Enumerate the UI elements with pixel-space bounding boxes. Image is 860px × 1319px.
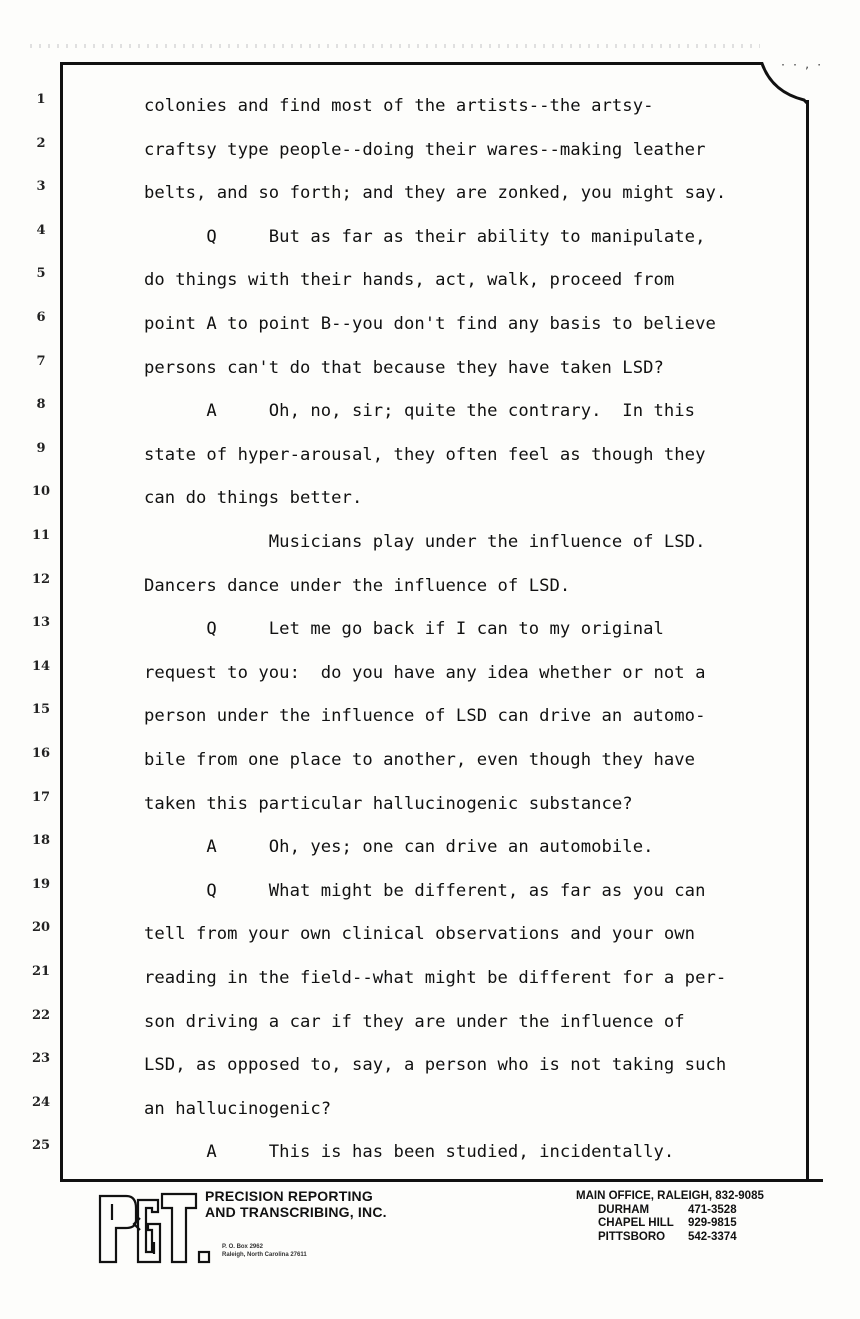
line-number: 7 [36,353,46,369]
line-number: 16 [31,746,51,761]
transcript-line: A Oh, yes; one can drive an automobile. [144,837,654,858]
transcript-line: Dancers dance under the influence of LSD. [144,575,571,596]
transcript-line: A This is has been studied, incidentally. [144,1142,675,1163]
line-number: 24 [31,1094,51,1110]
office-directory [576,1190,764,1244]
transcript-line: Q Let me go back if I can to my original [144,619,664,640]
line-number: 19 [31,876,51,892]
line-number: 20 [31,920,51,936]
transcript-line: do things with their hands, act, walk, proceed from [144,270,675,291]
transcript-line: bile from one place to another, even though they have [144,750,696,770]
line-number: 3 [36,179,46,195]
line-number: 1 [36,92,46,107]
transcript-line: Musicians play under the influence of LSD. [144,532,706,552]
line-number: 11 [31,528,51,543]
office-row [598,1217,764,1231]
line-number: 15 [31,702,51,718]
transcript-line: A Oh, no, sir; quite the contrary. In this [144,401,696,422]
line-number: 22 [31,1007,51,1023]
office-phone: 471-3528 [688,1203,737,1216]
page-frame-bottom [60,1179,823,1182]
firm-address-line2: Raleigh, North Carolina 27611 [222,1252,307,1258]
transcript-line: Q What might be different, as far as you can [144,880,706,901]
line-number: 21 [31,964,51,979]
line-number: 12 [31,571,51,587]
firm-name [205,1188,387,1220]
office-city: CHAPEL HILL [598,1217,674,1229]
firm-address [222,1243,307,1259]
transcript-line: state of hyper-arousal, they often feel as though they [144,444,706,465]
office-phone: 929-9815 [688,1217,737,1229]
scan-speckle: · · , · [780,60,823,71]
firm-address-line1: P. O. Box 2962 [222,1244,263,1250]
line-number: 5 [36,266,46,282]
office-row [598,1231,764,1245]
line-number: 14 [31,658,51,674]
line-number: 8 [36,397,46,413]
transcript-line: craftsy type people--doing their wares--making leather [144,139,706,160]
page-frame-left [60,62,63,1180]
firm-name-line2: AND TRANSCRIBING, INC. [205,1204,387,1220]
firm-name-line1: PRECISION REPORTING [205,1188,373,1204]
transcript-line: tell from your own clinical observations and your own [144,924,696,945]
line-number: 10 [31,484,51,500]
line-number: 23 [31,1051,51,1067]
transcript-line: can do things better. [144,488,363,509]
transcript-line: taken this particular hallucinogenic substance? [144,793,633,814]
transcript-line: belts, and so forth; and they are zonked, you might say. [144,183,727,204]
transcript-line: person under the influence of LSD can drive an automo- [144,706,706,727]
scan-noise [30,44,760,48]
office-row [598,1204,764,1218]
main-office: MAIN OFFICE, RALEIGH, 832-9085 [576,1190,764,1202]
transcript-line: point A to point B--you don't find any basis to believe [144,314,716,334]
line-number: 17 [31,789,51,805]
line-number: 13 [31,615,51,631]
transcript-line: request to you: do you have any idea whether or not a [144,662,706,683]
transcript-line: son driving a car if they are under the influence of [144,1011,685,1032]
line-number: 4 [36,222,46,238]
page-frame-right [806,100,809,1181]
office-phone: 542-3374 [688,1230,737,1243]
transcript-line: Q But as far as their ability to manipulate, [144,226,706,247]
transcript-line: reading in the field--what might be different for a per- [144,968,727,988]
line-number: 18 [31,833,51,849]
line-number: 6 [36,310,46,325]
line-number: 2 [36,135,46,151]
transcript-line: colonies and find most of the artists--the artsy- [144,96,654,116]
line-number: 25 [31,1138,51,1154]
office-city: DURHAM [598,1203,650,1216]
transcript-line: LSD, as opposed to, say, a person who is not taking such [144,1055,727,1076]
transcript-line: an hallucinogenic? [144,1098,332,1119]
page-frame-top [62,62,762,65]
transcript-line: persons can't do that because they have taken LSD? [144,357,664,378]
office-city: PITTSBORO [598,1230,666,1243]
line-number: 9 [36,440,46,456]
